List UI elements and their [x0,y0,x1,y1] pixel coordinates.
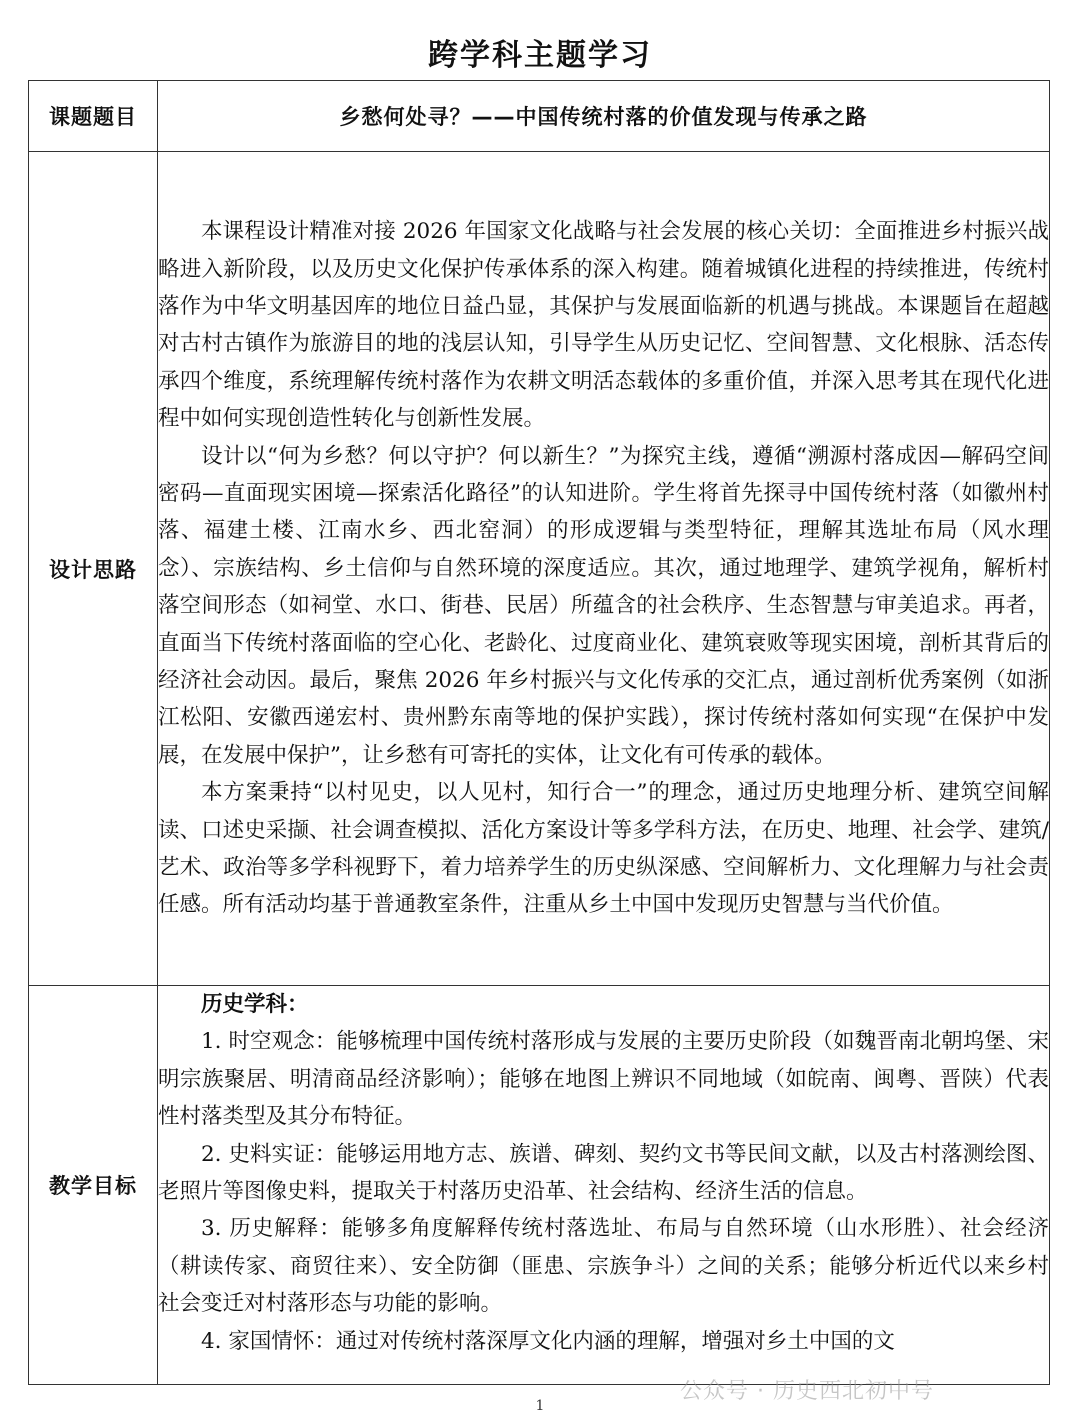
goal-item: 1. 时空观念：能够梳理中国传统村落形成与发展的主要历史阶段（如魏晋南北朝坞堡、宋明宗族聚居、明清商品经济影响）；能够在地图上辨识不同地域（如皖南、闽粤、晋陕）代表性村落类型及其分布特征。 [158,1029,1049,1130]
design-label: 设计思路 [29,152,158,986]
design-paragraph: 本课程设计精准对接 2026 年国家文化战略与社会发展的核心关切：全面推进乡村振兴战略进入新阶段，以及历史文化保护传承体系的深入构建。随着城镇化进程的持续推进，传统村落作为中华文明基因库的地位日益凸显，其保护与发展面临新的机遇与挑战。本课题旨在超越对古村古镇作为旅游目的地的浅层认知，引导学生从历史记忆、空间智慧、文化根脉、活态传承四个维度，系统理解传统村落作为农耕文明活态载体的多重价值，并深入思考其在现代化进程中如何实现创造性转化与创新性发展。 [158,219,1049,432]
topic-row [29,81,1050,152]
goal-item: 2. 史料实证：能够运用地方志、族谱、碑刻、契约文书等民间文献，以及古村落测绘图、老照片等图像史料，提取关于村落历史沿革、社会结构、经济生活的信息。 [158,1141,1049,1205]
goals-content [158,986,1050,1385]
design-content [158,152,1050,986]
design-row [29,152,1050,986]
goals-label: 教学目标 [29,986,158,1385]
watermark: 公众号 · 历史西北初中号 [680,1379,934,1404]
topic-label: 课题题目 [29,81,158,152]
subject-heading: 历史学科： [201,992,309,1017]
page-title: 跨学科主题学习 [428,38,652,73]
lesson-plan-table [28,80,1050,1385]
goals-row [29,986,1050,1385]
design-paragraph: 本方案秉持“以村见史，以人见村，知行合一”的理念，通过历史地理分析、建筑空间解读、口述史采撷、社会调查模拟、活化方案设计等多学科方法，在历史、地理、社会学、建筑/艺术、政治等多学科视野下，着力培养学生的历史纵深感、空间解析力、文化理解力与社会责任感。所有活动均基于普通教室条件，注重从乡土中国中发现历史智慧与当代价值。 [158,780,1049,918]
page-number: 1 [535,1398,545,1414]
goal-item: 3. 历史解释：能够多角度解释传统村落选址、布局与自然环境（山水形胜）、社会经济（耕读传家、商贸往来）、安全防御（匪患、宗族争斗）之间的关系；能够分析近代以来乡村社会变迁对村落形态与功能的影响。 [158,1216,1049,1317]
goal-item: 4. 家国情怀：通过对传统村落深厚文化内涵的理解，增强对乡土中国的文 [201,1328,895,1354]
design-paragraph: 设计以“何为乡愁？何以守护？何以新生？”为探究主线，遵循“溯源村落成因—解码空间密码—直面现实困境—探索活化路径”的认知进阶。学生将首先探寻中国传统村落（如徽州村落、福建土楼、江南水乡、西北窑洞）的形成逻辑与类型特征，理解其选址布局（风水理念）、宗族结构、乡土信仰与自然环境的深度适应。其次，通过地理学、建筑学视角，解析村落空间形态（如祠堂、水口、街巷、民居）所蕴含的社会秩序、生态智慧与审美追求。再者，直面当下传统村落面临的空心化、老龄化、过度商业化、建筑衰败等现实困境，剖析其背后的经济社会动因。最后，聚焦 2026 年乡村振兴与文化传承的交汇点，通过剖析优秀案例（如浙江松阳、安徽西递宏村、贵州黔东南等地的保护实践），探讨传统村落如何实现“在保护中发展，在发展中保护”，让乡愁有可寄托的实体，让文化有可传承的载体。 [158,443,1049,768]
topic-value: 乡愁何处寻？——中国传统村落的价值发现与传承之路 [158,81,1050,152]
